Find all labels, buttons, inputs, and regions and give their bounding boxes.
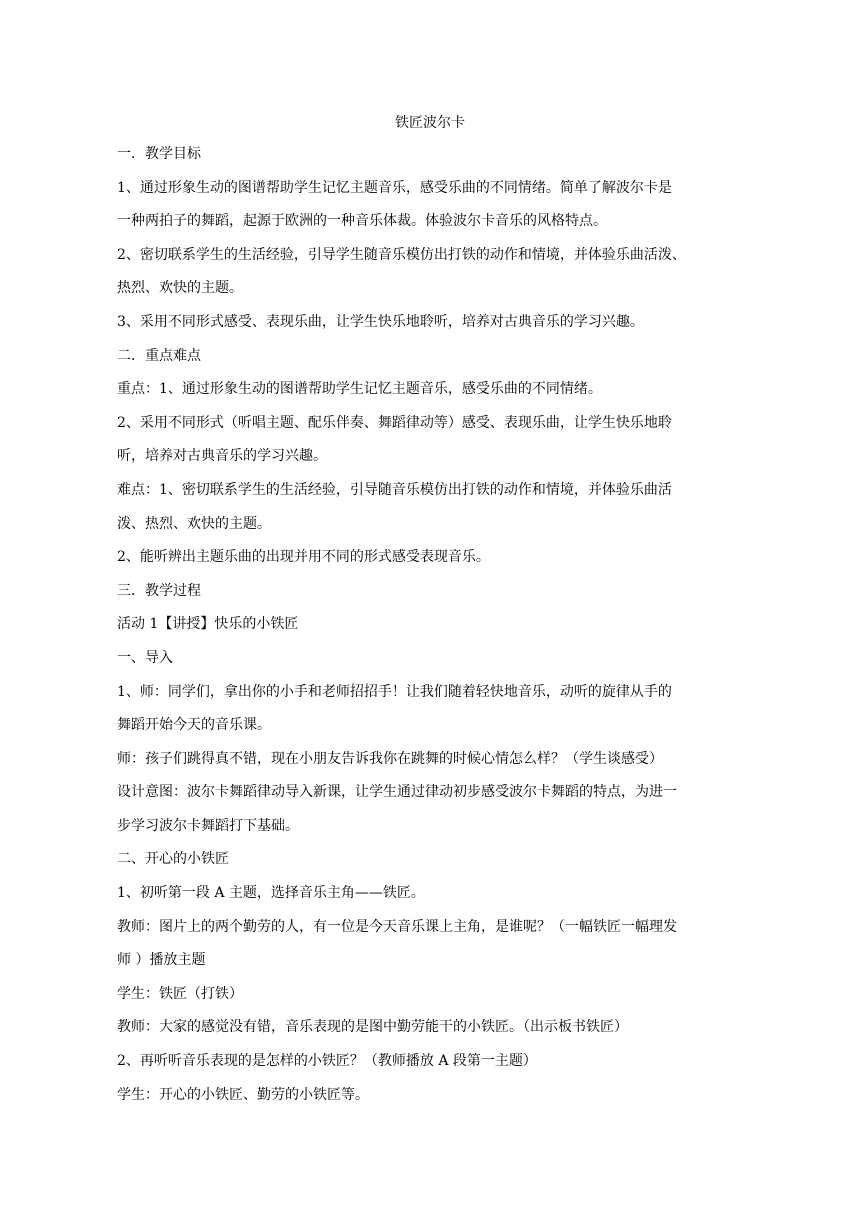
text-line: 难点：1、密切联系学生的生活经验，引导随音乐模仿出打铁的动作和情境，并体验乐曲活	[117, 481, 672, 498]
document-title: 铁匠波尔卡	[395, 115, 465, 131]
text-line: 教师：大家的感觉没有错，音乐表现的是图中勤劳能干的小铁匠。（出示板书铁匠）	[117, 1019, 628, 1036]
text-line: 2、能听辨出主题乐曲的出现并用不同的形式感受表现音乐。	[117, 549, 490, 566]
text-line: 1、通过形象生动的图谱帮助学生记忆主题音乐，感受乐曲的不同情绪。简单了解波尔卡是	[117, 179, 672, 196]
document-page	[117, 108, 743, 1112]
text-line: 热烈、欢快的主题。	[117, 280, 243, 297]
heading-key-points: 二．重点难点	[117, 347, 201, 364]
text-line: 3、采用不同形式感受、表现乐曲，让学生快乐地聆听，培养对古典音乐的学习兴趣。	[117, 313, 644, 330]
section-heading: 一、导入	[117, 649, 173, 666]
text-line: 泼、热烈、欢快的主题。	[117, 515, 271, 532]
text-line: 重点：1、通过形象生动的图谱帮助学生记忆主题音乐，感受乐曲的不同情绪。	[117, 381, 602, 398]
document-body	[117, 138, 743, 1112]
text-line: 步学习波尔卡舞蹈打下基础。	[117, 817, 299, 834]
text-line: 一种两拍子的舞蹈，起源于欧洲的一种音乐体裁。体验波尔卡音乐的风格特点。	[117, 213, 607, 230]
text-line: 舞蹈开始今天的音乐课。	[117, 717, 271, 734]
text-line: 学生：铁匠（打铁）	[117, 985, 243, 1002]
text-line: 1、初听第一段 A 主题，选择音乐主角——铁匠。	[117, 885, 425, 902]
text-line: 1、师：同学们，拿出你的小手和老师招招手！让我们随着轻快地音乐，动听的旋律从手的	[117, 683, 672, 700]
heading-teaching-process: 三．教学过程	[117, 582, 201, 599]
activity-heading: 活动 1【讲授】快乐的小铁匠	[117, 616, 299, 633]
text-line: 2、采用不同形式（听唱主题、配乐伴奏、舞蹈律动等）感受、表现乐曲，让学生快乐地聆	[117, 414, 672, 431]
text-line: 师：孩子们跳得真不错，现在小朋友告诉我你在跳舞的时候心情怎么样？（学生谈感受）	[117, 750, 663, 767]
text-line: 教师：图片上的两个勤劳的人，有一位是今天音乐课上主角，是谁呢？（一幅铁匠一幅理发	[117, 918, 677, 935]
heading-teaching-goals: 一．教学目标	[117, 146, 201, 162]
text-line: 听，培养对古典音乐的学习兴趣。	[117, 448, 327, 465]
text-line: 设计意图：波尔卡舞蹈律动导入新课，让学生通过律动初步感受波尔卡舞蹈的特点，为进一	[117, 784, 677, 801]
text-line: 学生：开心的小铁匠、勤劳的小铁匠等。	[117, 1086, 369, 1103]
section-heading: 二、开心的小铁匠	[117, 851, 229, 868]
text-line: 师 ）播放主题	[117, 952, 206, 969]
text-line: 2、密切联系学生的生活经验，引导学生随音乐模仿出打铁的动作和情境，并体验乐曲活泼、	[117, 246, 686, 263]
text-line: 2、再听听音乐表现的是怎样的小铁匠？（教师播放 A 段第一主题）	[117, 1053, 537, 1070]
